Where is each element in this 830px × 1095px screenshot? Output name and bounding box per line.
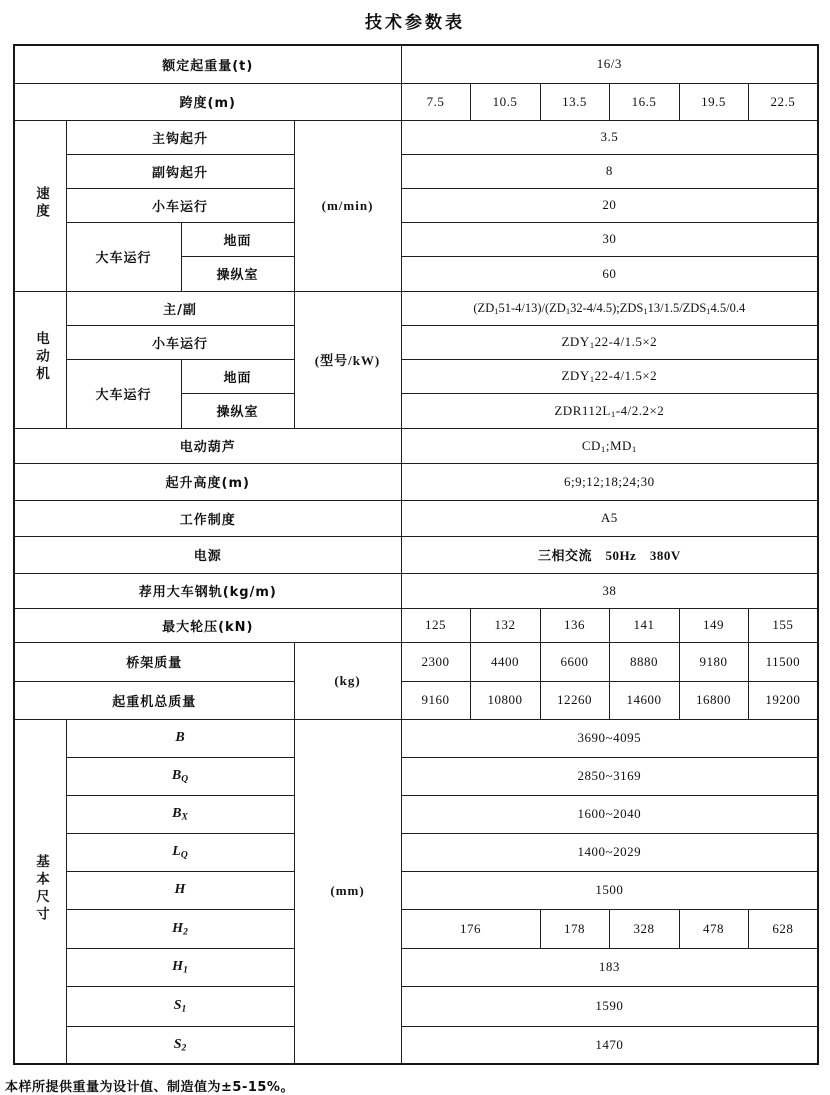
table-row [14,45,818,83]
bridge-mass-label: 桥架质量 [14,642,294,681]
bridge-mass-value: 8880 [609,642,679,681]
dim-s2-label: $S_2$ [66,1026,294,1064]
dim-s1-label: $S_1$ [66,986,294,1026]
speed-main-hoist-label: 主钩起升 [66,120,294,154]
table-row [14,120,818,154]
table-row [14,1026,818,1064]
motor-trolley-label: 小车运行 [66,325,294,359]
bridge-mass-value: 2300 [401,642,470,681]
dim-h2-value: 176 [401,909,540,948]
table-row [14,871,818,909]
table-row [14,719,818,757]
page-title: 技术参数表 [365,13,465,33]
dim-lq-value: 1400~2029 [401,833,818,871]
wheel-load-value: 149 [679,608,748,642]
motor-main-aux-label: 主/副 [66,291,294,325]
dim-h2-value: 478 [679,909,748,948]
speed-crane-travel-label: 大车运行 [66,222,181,291]
wheel-load-value: 136 [540,608,609,642]
dim-bx-value: 1600~2040 [401,795,818,833]
speed-ground-label: 地面 [181,222,294,256]
table-row [14,948,818,986]
motor-ground-label: 地面 [181,359,294,393]
bridge-mass-value: 6600 [540,642,609,681]
table-row [14,536,818,573]
total-mass-value: 10800 [470,681,540,719]
catalog-page [0,8,830,1093]
rail-value: 38 [401,573,818,608]
motor-cab-value: $ZDR112L_1-4/2.2\times 2$ [401,393,818,428]
dim-s1-value: 1590 [401,986,818,1026]
power-label: 电源 [14,536,401,573]
hoist-value: $CD_1;MD_1$ [401,428,818,463]
wheel-load-value: 125 [401,608,470,642]
motor-main-aux-value: $(ZD_151-4/13)/(ZD_132-4/4.5);ZDS_113/1.5/ZDS_14.5/0.4$ [401,291,818,325]
duty-class-value: A5 [401,500,818,536]
dim-b-value: 3690~4095 [401,719,818,757]
bridge-mass-value: 11500 [748,642,818,681]
speed-ground-value: 30 [401,222,818,256]
dim-h1-label: $H_1$ [66,948,294,986]
motor-trolley-value: $ZDY_122-4/1.5\times 2$ [401,325,818,359]
dim-h-value: 1500 [401,871,818,909]
motor-cab-label: 操纵室 [181,393,294,428]
dim-bq-label: $B_Q$ [66,757,294,795]
table-row [14,83,818,120]
table-row [14,291,818,325]
speed-trolley-label: 小车运行 [66,188,294,222]
speed-aux-hoist-value: 8 [401,154,818,188]
speed-aux-hoist-label: 副钩起升 [66,154,294,188]
duty-class-label: 工作制度 [14,500,401,536]
motor-crane-travel-label: 大车运行 [66,359,181,428]
footnote: 本样所提供重量为设计值、制造值为±5-15%。 [5,1080,294,1095]
table-row [14,428,818,463]
speed-group-cell [14,120,66,291]
wheel-load-label: 最大轮压(kN) [14,608,401,642]
table-row [14,681,818,719]
motor-unit: (型号/kW) [294,291,401,428]
span-value: 16.5 [609,83,679,120]
span-value: 19.5 [679,83,748,120]
table-row [14,986,818,1026]
bridge-mass-value: 4400 [470,642,540,681]
speed-cab-value: 60 [401,256,818,291]
mass-unit: (kg) [294,642,401,719]
dimensions-unit: (mm) [294,719,401,1064]
dim-h2-value: 178 [540,909,609,948]
dim-s2-value: 1470 [401,1026,818,1064]
motor-ground-value: $ZDY_122-4/1.5\times 2$ [401,359,818,393]
total-mass-value: 14600 [609,681,679,719]
rated-capacity-value: 16/3 [401,45,818,83]
wheel-load-value: 141 [609,608,679,642]
dimensions-group-cell [14,719,66,1064]
speed-trolley-value: 20 [401,188,818,222]
table-row [14,188,818,222]
hoist-label: 电动葫芦 [14,428,401,463]
dim-h-label: H [66,871,294,909]
lift-height-label: 起升高度(m) [14,463,401,500]
dim-lq-label: $L_Q$ [66,833,294,871]
table-row [14,833,818,871]
bridge-mass-value: 9180 [679,642,748,681]
wheel-load-value: 155 [748,608,818,642]
speed-group-label: 速度 [33,186,49,221]
total-mass-label: 起重机总质量 [14,681,294,719]
table-row [14,795,818,833]
table-row [14,325,818,359]
dim-bq-value: 2850~3169 [401,757,818,795]
table-row [14,500,818,536]
table-row [14,909,818,948]
total-mass-value: 12260 [540,681,609,719]
dim-h2-value: 328 [609,909,679,948]
motor-group-cell [14,291,66,428]
lift-height-value: 6;9;12;18;24;30 [401,463,818,500]
total-mass-value: 16800 [679,681,748,719]
span-label: 跨度(m) [14,83,401,120]
dimensions-group-label: 基本尺寸 [33,854,49,925]
total-mass-value: 19200 [748,681,818,719]
dim-bx-label: $B_X$ [66,795,294,833]
spec-table [13,44,819,1065]
speed-main-hoist-value: 3.5 [401,120,818,154]
dim-h2-label: $H_2$ [66,909,294,948]
rail-label: 荐用大车钢轨(kg/m) [14,573,401,608]
dim-h1-value: 183 [401,948,818,986]
table-row [14,222,818,256]
span-value: 22.5 [748,83,818,120]
power-value: 三相交流 50Hz 380V [401,536,818,573]
speed-cab-label: 操纵室 [181,256,294,291]
table-row [14,757,818,795]
table-row [14,154,818,188]
span-value: 7.5 [401,83,470,120]
dim-b-label: B [66,719,294,757]
table-row [14,642,818,681]
table-row [14,608,818,642]
rated-capacity-label: 额定起重量(t) [14,45,401,83]
span-value: 13.5 [540,83,609,120]
span-value: 10.5 [470,83,540,120]
total-mass-value: 9160 [401,681,470,719]
dim-h2-value: 628 [748,909,818,948]
motor-group-label: 电动机 [33,331,49,384]
speed-unit: (m/min) [294,120,401,291]
table-row [14,573,818,608]
table-row [14,463,818,500]
wheel-load-value: 132 [470,608,540,642]
table-row [14,359,818,393]
